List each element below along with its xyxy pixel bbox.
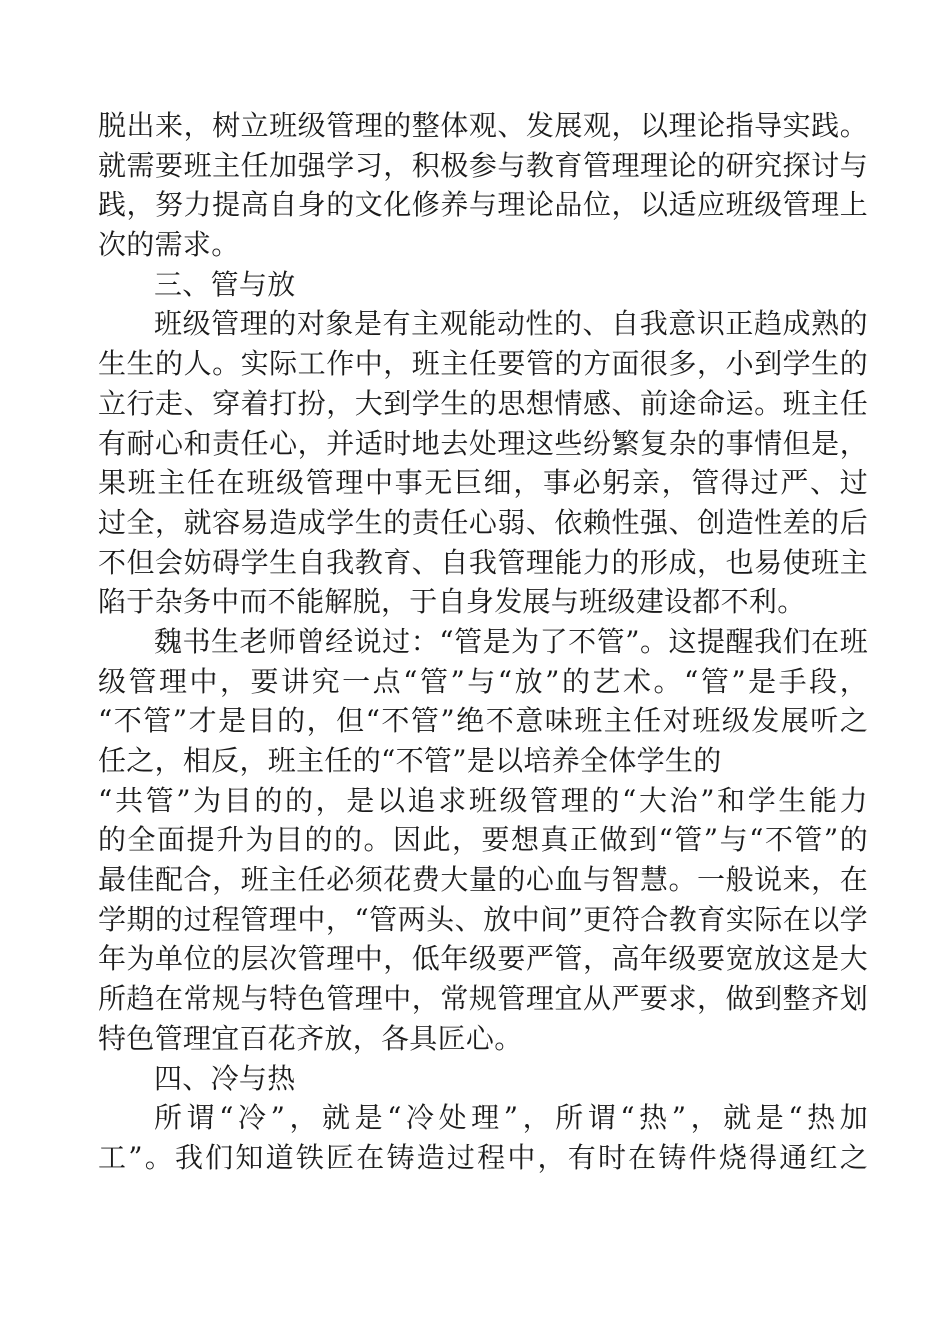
paragraph-line: 的全面提升为目的的。因此，要想真正做到“管”与“不管”的	[98, 823, 868, 857]
paragraph-line: “不管”才是目的，但“不管”绝不意味班主任对班级发展听之	[98, 704, 868, 738]
paragraph-line: 就需要班主任加强学习，积极参与教育管理理论的研究探讨与	[98, 148, 868, 182]
paragraph-line: 所谓“冷”，就是“冷处理”，所谓“热”，就是“热加	[154, 1101, 868, 1135]
paragraph-line: 魏书生老师曾经说过：“管是为了不管”。这提醒我们在班	[154, 624, 868, 658]
section-heading: 三、管与放	[154, 267, 296, 301]
paragraph-line: 年为单位的层次管理中，低年级要严管，高年级要宽放这是大	[98, 942, 868, 976]
paragraph-line: 级管理中，要讲究一点“管”与“放”的艺术。“管”是手段，	[98, 664, 868, 698]
paragraph-line: 任之，相反，班主任的“不管”是以培养全体学生的	[98, 744, 722, 777]
paragraph-line: 果班主任在班级管理中事无巨细，事必躬亲，管得过严、过	[98, 466, 868, 500]
paragraph-line: 班级管理的对象是有主观能动性的、自我意识正趋成熟的	[154, 307, 868, 341]
paragraph-line: 工”。我们知道铁匠在铸造过程中，有时在铸件烧得通红之	[98, 1140, 868, 1174]
section-heading: 四、冷与热	[154, 1061, 296, 1095]
paragraph-line: 次的需求。	[98, 228, 240, 262]
paragraph-line: 所趋在常规与特色管理中，常规管理宜从严要求，做到整齐划	[98, 982, 868, 1016]
paragraph-line: 践，努力提高自身的文化修养与理论品位，以适应班级管理上	[98, 188, 868, 222]
paragraph-line: “共管”为目的的，是以追求班级管理的“大治”和学生能力	[98, 783, 868, 817]
paragraph-line: 过全，就容易造成学生的责任心弱、依赖性强、创造性差的后	[98, 505, 868, 539]
paragraph-line: 特色管理宜百花齐放，各具匠心。	[98, 1021, 523, 1055]
paragraph-line: 立行走、穿着打扮，大到学生的思想情感、前途命运。班主任	[98, 386, 868, 420]
document-body	[98, 106, 868, 1178]
paragraph-line: 陷于杂务中而不能解脱，于自身发展与班级建设都不利。	[98, 585, 806, 619]
paragraph-line: 学期的过程管理中，“管两头、放中间”更符合教育实际在以学	[98, 902, 868, 936]
paragraph-line: 有耐心和责任心，并适时地去处理这些纷繁复杂的事情但是，	[98, 426, 868, 460]
paragraph-line: 生生的人。实际工作中，班主任要管的方面很多，小到学生的	[98, 347, 868, 381]
paragraph-line: 脱出来，树立班级管理的整体观、发展观，以理论指导实践。	[98, 109, 868, 142]
paragraph-line: 不但会妨碍学生自我教育、自我管理能力的形成，也易使班主	[98, 545, 868, 579]
paragraph-line: 最佳配合，班主任必须花费大量的心血与智慧。一般说来，在	[98, 863, 868, 897]
